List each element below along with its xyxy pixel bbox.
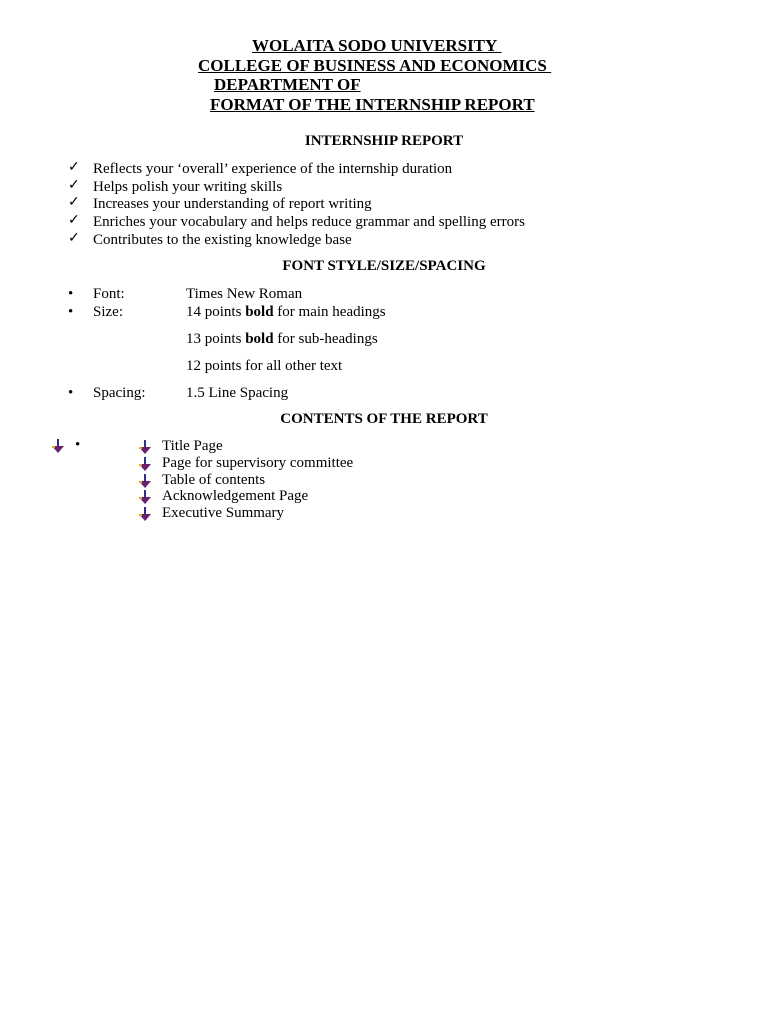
list-item: Page for supervisory committee [162, 455, 354, 471]
spacing-label: Spacing: [93, 385, 146, 401]
arrow-down-icon [139, 440, 151, 454]
checkmark-icon: ✓ [68, 160, 80, 175]
bullet-icon: • [68, 286, 74, 302]
format-title: FORMAT OF THE INTERNSHIP REPORT [210, 95, 535, 114]
checkmark-icon: ✓ [68, 231, 80, 246]
list-item: Executive Summary [162, 505, 285, 521]
list-item: Acknowledgement Page [162, 488, 309, 504]
list-item: Reflects your ‘overall’ experience of the internship duration [93, 161, 453, 177]
department-title: DEPARTMENT OF [214, 75, 361, 94]
checkmark-icon: ✓ [68, 195, 80, 210]
checkmark-icon: ✓ [68, 178, 80, 193]
arrow-down-icon [139, 457, 151, 471]
arrow-down-icon [139, 490, 151, 504]
university-title: WOLAITA SODO UNIVERSITY [252, 36, 498, 55]
list-item: Contributes to the existing knowledge base [93, 232, 352, 248]
bullet-icon: • [68, 385, 74, 401]
internship-heading: INTERNSHIP REPORT [304, 133, 464, 149]
list-item: Helps polish your writing skills [93, 179, 283, 195]
list-item: Enriches your vocabulary and helps reduce grammar and spelling errors [93, 214, 525, 230]
arrow-down-icon [139, 474, 151, 488]
list-item: Increases your understanding of report writing [93, 196, 372, 212]
spacing-value: 1.5 Line Spacing [186, 385, 289, 401]
list-item: Title Page [162, 438, 223, 454]
list-item: Table of contents [162, 472, 266, 488]
size-label: Size: [93, 304, 123, 320]
size-main-headings: 14 points bold for main headings [186, 304, 386, 320]
font-heading: FONT STYLE/SIZE/SPACING [282, 258, 486, 274]
size-other-text: 12 points for all other text [186, 358, 343, 374]
checkmark-icon: ✓ [68, 213, 80, 228]
font-label: Font: [93, 286, 125, 302]
font-value: Times New Roman [186, 286, 303, 302]
size-sub-headings: 13 points bold for sub-headings [186, 331, 378, 347]
bullet-icon: • [68, 304, 74, 320]
bullet-icon: • [75, 437, 81, 453]
arrow-down-icon [52, 439, 64, 453]
college-title: COLLEGE OF BUSINESS AND ECONOMICS [198, 56, 547, 75]
arrow-down-icon [139, 507, 151, 521]
contents-heading: CONTENTS OF THE REPORT [280, 411, 488, 427]
